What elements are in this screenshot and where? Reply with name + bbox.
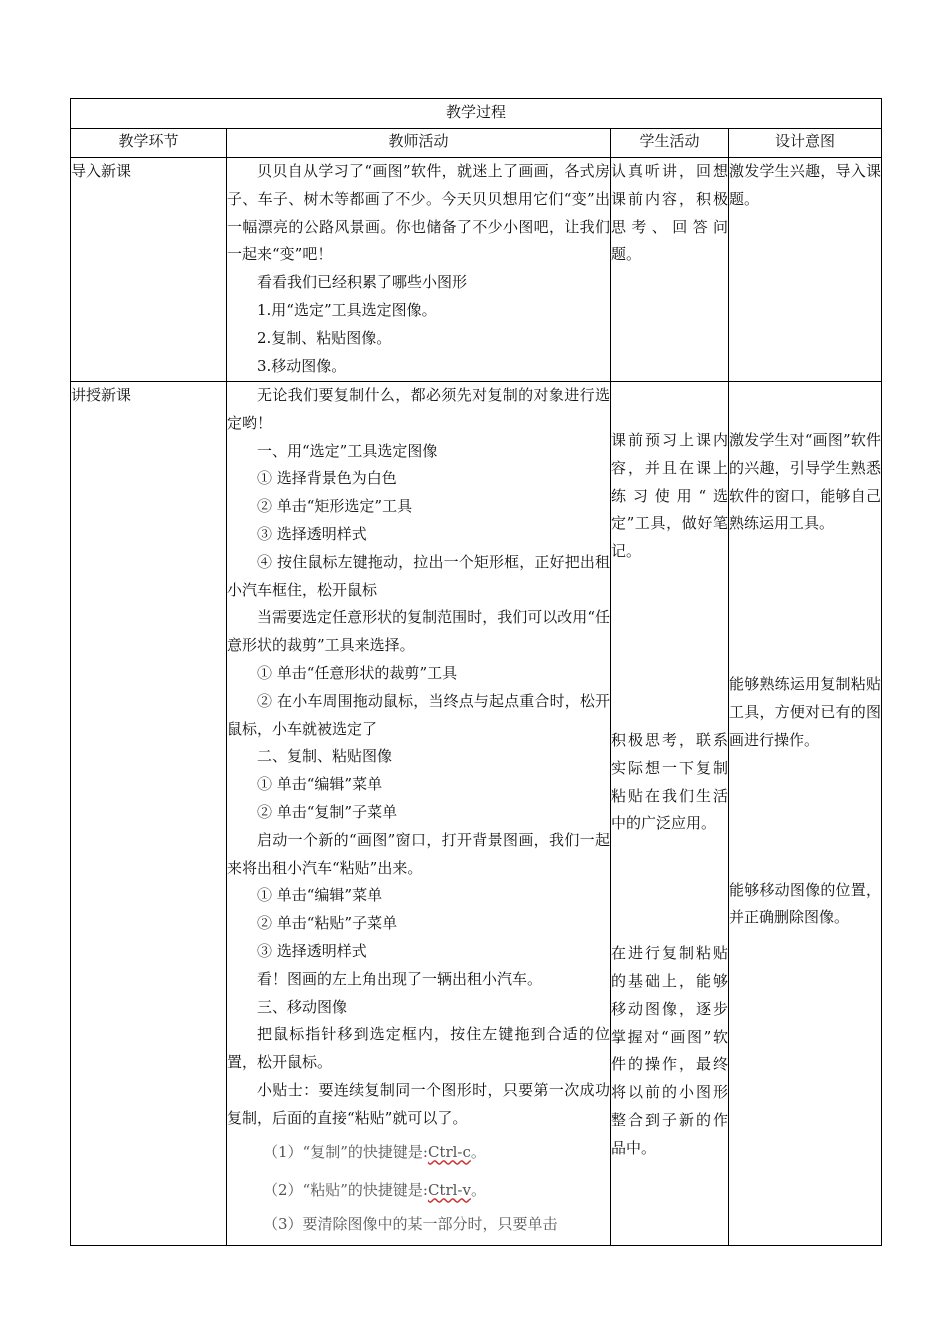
tip-end: 。	[470, 1180, 486, 1199]
section-heading: 三、移动图像	[257, 997, 348, 1016]
spacer	[611, 838, 728, 940]
stage-intro: 导入新课	[71, 158, 227, 382]
intro-item: 2.复制、粘贴图像。	[257, 328, 392, 347]
design-intent-3: 能够移动图像的位置，并正确删除图像。	[729, 880, 882, 927]
lesson-process-table	[70, 98, 882, 1246]
intent-intro: 激发学生兴趣，导入课题。	[729, 158, 882, 382]
table-row-intro	[71, 158, 882, 382]
step-item: ② 单击“复制”子菜单	[257, 802, 398, 821]
shortcut-key: Ctrl-v	[427, 1180, 471, 1199]
tip-label: （1）“复制”的快捷键是:	[263, 1142, 428, 1161]
spacer	[729, 382, 881, 427]
spacer	[611, 566, 728, 727]
student-activity-1: 课前预习上课内容，并且在课上练习使用“选定”工具，做好笔记。	[611, 431, 728, 561]
header-teacher: 教师活动	[227, 129, 611, 158]
teacher-lecture	[227, 382, 611, 1246]
step-item: ① 单击“编辑”菜单	[257, 775, 383, 794]
header-student: 学生活动	[611, 129, 729, 158]
design-intent-2: 能够熟练运用复制粘贴工具，方便对已有的图画进行操作。	[729, 675, 882, 749]
section-heading: 一、用“选定”工具选定图像	[257, 441, 438, 460]
spacer	[729, 755, 881, 877]
shortcut-key: Ctrl-c	[427, 1142, 471, 1161]
intro-item: 1.用“选定”工具选定图像。	[257, 300, 437, 319]
step-item: ③ 选择透明样式	[257, 524, 367, 543]
shortcut-tip-copy	[227, 1133, 610, 1171]
table-header-row	[71, 129, 882, 158]
lecture-paragraph: 当需要选定任意形状的复制范围时，我们可以改用“任意形状的裁剪”工具来选择。	[227, 608, 610, 655]
lecture-paragraph: 无论我们要复制什么，都必须先对复制的对象进行选定哟！	[227, 386, 610, 432]
step-item: ① 单击“任意形状的裁剪”工具	[257, 663, 458, 682]
student-lecture	[611, 382, 729, 1246]
tip-label: （2）“粘贴”的快捷键是:	[263, 1180, 428, 1199]
tip-end: 。	[470, 1142, 486, 1161]
stage-lecture: 讲授新课	[71, 382, 227, 1246]
tip-paragraph: 小贴士：要连续复制同一个图形时，只要第一次成功复制，后面的直接“粘贴”就可以了。	[227, 1080, 610, 1127]
lecture-paragraph: 把鼠标指针移到选定框内，按住左键拖到合适的位置，松开鼠标。	[227, 1025, 610, 1072]
step-item: ③ 选择透明样式	[257, 941, 367, 960]
header-stage: 教学环节	[71, 129, 227, 158]
header-intent: 设计意图	[729, 129, 882, 158]
table-row-lecture	[71, 382, 882, 1246]
step-item: ② 单击“矩形选定”工具	[257, 497, 413, 516]
section-heading: 二、复制、粘贴图像	[257, 747, 393, 766]
step-item: ① 单击“编辑”菜单	[257, 886, 383, 905]
intro-paragraph: 贝贝自从学习了“画图”软件，就迷上了画画，各式房子、车子、树木等都画了不少。今天贝贝想用它们“变”出一幅漂亮的公路风景画。你也储备了不少小图吧，让我们一起来“变”吧！	[227, 162, 610, 264]
intro-item: 3.移动图像。	[257, 356, 347, 375]
step-item: ④ 按住鼠标左键拖动，拉出一个矩形框，正好把出租小汽车框住，松开鼠标	[227, 552, 610, 599]
shortcut-tip-clear: （3）要清除图像中的某一部分时，只要单击	[263, 1214, 558, 1233]
step-item: ① 选择背景色为白色	[257, 469, 397, 488]
step-item: ② 单击“粘贴”子菜单	[257, 914, 398, 933]
shortcut-tip-paste	[227, 1171, 610, 1209]
student-activity-3: 在进行复制粘贴的基础上，能够移动图像，逐步掌握对“画图”软件的操作，最终将以前的小图形整合到子新的作品中。	[611, 944, 728, 1157]
spacer	[729, 538, 881, 671]
lecture-paragraph: 看！图画的左上角出现了一辆出租小汽车。	[257, 969, 543, 988]
student-intro: 认真听讲，回想课前内容，积极思考、回答问题。	[611, 158, 729, 382]
intent-lecture	[729, 382, 882, 1246]
design-intent-1: 激发学生对“画图”软件的兴趣，引导学生熟悉软件的窗口，能够自己熟练运用工具。	[729, 431, 882, 533]
step-item: ② 在小车周围拖动鼠标，当终点与起点重合时，松开鼠标，小车就被选定了	[227, 691, 610, 738]
spacer	[611, 382, 728, 427]
teacher-intro	[227, 158, 611, 382]
student-activity-2: 积极思考，联系实际想一下复制粘贴在我们生活中的广泛应用。	[611, 730, 728, 833]
intro-line: 看看我们已经积累了哪些小图形	[257, 273, 468, 292]
table-title: 教学过程	[71, 99, 882, 129]
lecture-paragraph: 启动一个新的“画图”窗口，打开背景图画，我们一起来将出租小汽车“粘贴”出来。	[227, 830, 610, 877]
